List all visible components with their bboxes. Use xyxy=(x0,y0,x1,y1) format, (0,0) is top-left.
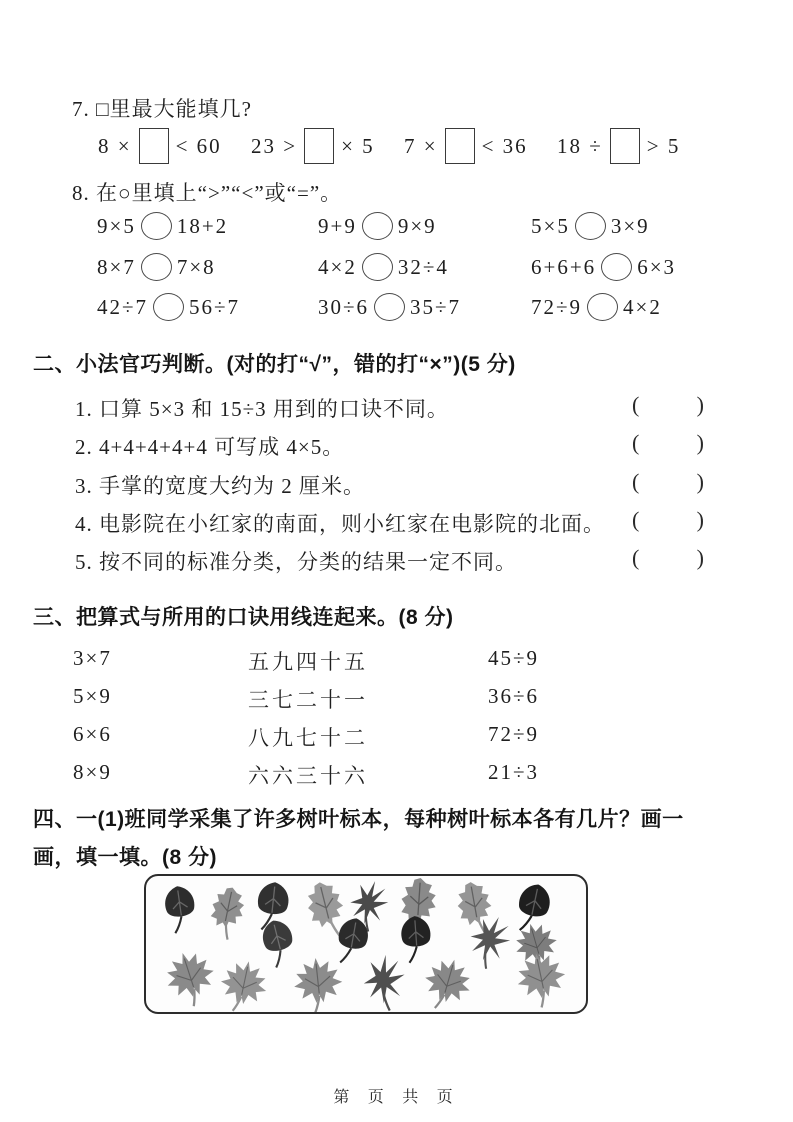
judgment-item-5: 5. 按不同的标准分类，分类的结果一定不同。 xyxy=(75,550,517,574)
comparison-circle[interactable] xyxy=(601,253,632,281)
leaf-maple-icon xyxy=(215,957,271,1012)
leaves-svg xyxy=(146,876,586,1012)
match-rhyme: 八九七十二 xyxy=(248,726,368,750)
match-rhyme: 五九四十五 xyxy=(248,650,368,674)
comparison-circle[interactable] xyxy=(141,253,172,281)
q8-left-expression: 72÷9 xyxy=(531,294,583,319)
answer-parens[interactable] xyxy=(632,430,704,456)
paren-close: ) xyxy=(696,545,704,570)
q8-right-expression: 4×2 xyxy=(623,294,662,319)
comparison-circle[interactable] xyxy=(141,212,172,240)
q7-eq4-post: > 5 xyxy=(646,133,681,158)
match-division: 72÷9 xyxy=(488,722,540,746)
comparison-circle[interactable] xyxy=(374,293,405,321)
comparison-circle[interactable] xyxy=(362,212,393,240)
q8-left-expression: 4×2 xyxy=(318,254,357,279)
match-division: 21÷3 xyxy=(488,760,540,784)
q8-cell xyxy=(531,290,662,324)
answer-parens[interactable] xyxy=(632,545,704,571)
q8-left-expression: 5×5 xyxy=(531,213,570,238)
paren-close: ) xyxy=(696,392,704,417)
paren-open: ( xyxy=(632,507,640,532)
q8-cell xyxy=(97,209,228,243)
page-footer: 第 页 共 页 xyxy=(333,1089,460,1106)
q7-prompt: 7. □里最大能填几? xyxy=(72,97,253,121)
leaf-maple-icon xyxy=(418,953,477,1012)
q8-cell xyxy=(531,250,676,284)
q7-eq3-post: < 36 xyxy=(481,133,528,158)
q7-answer-box[interactable] xyxy=(139,128,169,164)
q7-eq1-post: < 60 xyxy=(175,133,222,158)
q8-cell xyxy=(318,250,449,284)
q7-equation-2 xyxy=(251,125,375,167)
match-expression: 6×6 xyxy=(73,722,112,746)
q8-right-expression: 32÷4 xyxy=(397,254,449,279)
section2-title: 二、小法官巧判断。(对的打“√”，错的打“×”)(5 分) xyxy=(33,353,516,376)
match-division: 36÷6 xyxy=(488,684,540,708)
q8-prompt: 8. 在○里填上“>”“<”或“=”。 xyxy=(72,181,343,205)
q8-cell xyxy=(531,209,650,243)
leaf-poplar-icon xyxy=(513,881,553,935)
q8-left-expression: 8×7 xyxy=(97,254,136,279)
q8-cell xyxy=(318,290,461,324)
paren-close: ) xyxy=(696,469,704,494)
match-expression: 5×9 xyxy=(73,684,112,708)
leaf-maple-icon xyxy=(291,955,345,1012)
q8-cell xyxy=(97,290,240,324)
match-rhyme: 三七二十一 xyxy=(248,688,368,712)
paren-close: ) xyxy=(696,507,704,532)
judgment-item-3: 3. 手掌的宽度大约为 2 厘米。 xyxy=(75,474,365,498)
q7-equation-1 xyxy=(98,125,222,167)
paren-open: ( xyxy=(632,469,640,494)
leaf-jmaple-icon xyxy=(361,953,406,1012)
judgment-item-1: 1. 口算 5×3 和 15÷3 用到的口诀不同。 xyxy=(75,397,449,421)
q7-eq4-pre: 18 ÷ xyxy=(557,133,603,158)
q7-eq3-pre: 7 × xyxy=(404,133,438,158)
paren-open: ( xyxy=(632,545,640,570)
q7-eq2-post: × 5 xyxy=(341,133,375,158)
q8-right-expression: 35÷7 xyxy=(410,294,462,319)
q7-equation-3 xyxy=(404,125,528,167)
q8-cell xyxy=(97,250,216,284)
paren-open: ( xyxy=(632,392,640,417)
q8-right-expression: 9×9 xyxy=(397,213,437,238)
q8-cell xyxy=(318,209,437,243)
q8-left-expression: 9+9 xyxy=(318,213,357,238)
leaf-maple-icon xyxy=(160,946,223,1012)
comparison-circle[interactable] xyxy=(153,293,184,321)
q8-right-expression: 18+2 xyxy=(176,213,229,238)
q8-left-expression: 30÷6 xyxy=(318,294,370,319)
leaf-poplar-icon xyxy=(163,884,198,934)
q8-right-expression: 56÷7 xyxy=(189,294,241,319)
comparison-circle[interactable] xyxy=(575,212,606,240)
q7-answer-box[interactable] xyxy=(610,128,640,164)
q7-answer-box[interactable] xyxy=(445,128,475,164)
section3-title: 三、把算式与所用的口诀用线连起来。(8 分) xyxy=(33,606,454,629)
paren-close: ) xyxy=(696,430,704,455)
answer-parens[interactable] xyxy=(632,507,704,533)
comparison-circle[interactable] xyxy=(362,253,393,281)
q8-right-expression: 3×9 xyxy=(610,213,650,238)
leaf-birch-icon xyxy=(205,884,248,942)
q8-left-expression: 9×5 xyxy=(97,213,136,238)
q7-answer-box[interactable] xyxy=(304,128,334,164)
match-division: 45÷9 xyxy=(488,646,540,670)
paren-open: ( xyxy=(632,430,640,455)
leaf-maple-icon xyxy=(512,948,570,1011)
leaves-box xyxy=(144,874,588,1014)
q7-eq1-pre: 8 × xyxy=(98,133,132,158)
q8-right-expression: 7×8 xyxy=(176,254,216,279)
q7-equation-4 xyxy=(557,125,680,167)
leaf-poplar-icon xyxy=(400,915,432,963)
section4-title-line2: 画，填一填。(8 分) xyxy=(33,846,217,869)
answer-parens[interactable] xyxy=(632,392,704,418)
leaf-poplar-icon xyxy=(334,916,371,967)
match-expression: 8×9 xyxy=(73,760,112,784)
judgment-item-2: 2. 4+4+4+4+4 可写成 4×5。 xyxy=(75,435,345,459)
comparison-circle[interactable] xyxy=(587,293,618,321)
q8-left-expression: 42÷7 xyxy=(97,294,149,319)
q8-right-expression: 6×3 xyxy=(637,254,677,279)
section4-title-line1: 四、一(1)班同学采集了许多树叶标本，每种树叶标本各有几片？画一 xyxy=(33,808,684,831)
answer-parens[interactable] xyxy=(632,469,704,495)
match-expression: 3×7 xyxy=(73,646,112,670)
judgment-item-4: 4. 电影院在小红家的南面，则小红家在电影院的北面。 xyxy=(75,512,605,536)
match-rhyme: 六六三十六 xyxy=(248,764,368,788)
q7-eq2-pre: 23 > xyxy=(251,133,298,158)
leaf-birch-icon xyxy=(455,880,496,938)
q8-left-expression: 6+6+6 xyxy=(531,254,597,279)
